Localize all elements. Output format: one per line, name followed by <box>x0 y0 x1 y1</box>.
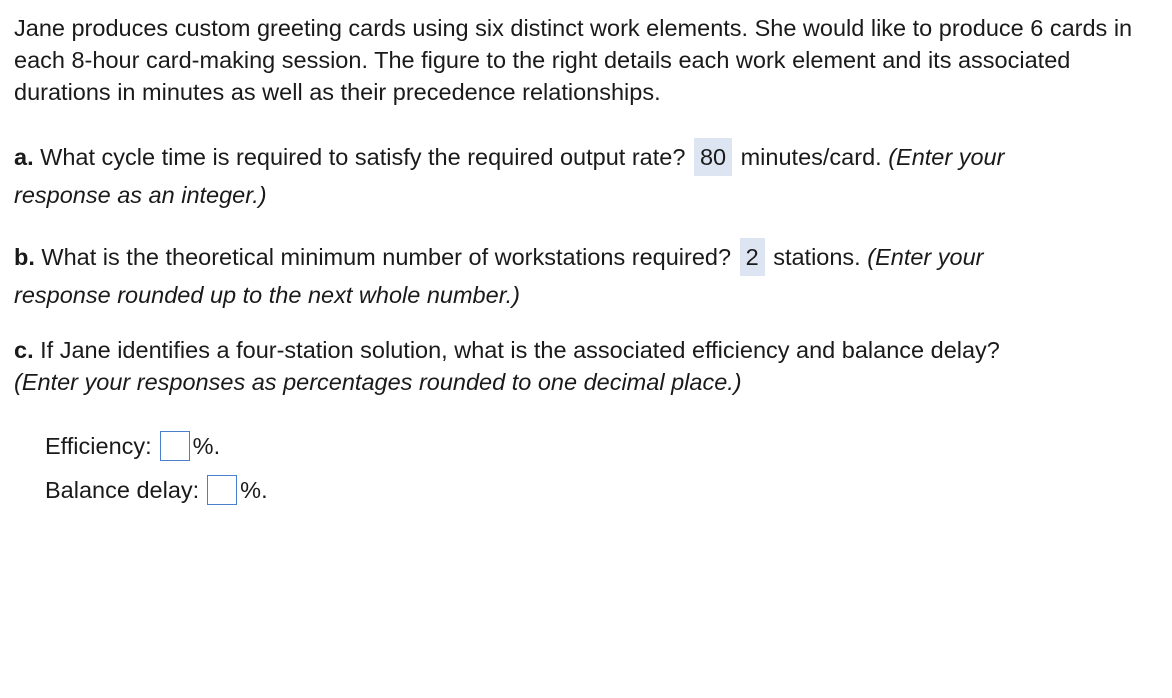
question-c-text: If Jane identifies a four-station solution, what is the associated efficiency and balance delay? <box>40 337 1000 363</box>
question-a-hint-start: (Enter your <box>888 144 1005 170</box>
part-b-letter: b. <box>14 244 35 270</box>
cycle-time-answer[interactable]: 80 <box>694 138 732 176</box>
part-a-letter: a. <box>14 144 34 170</box>
workstations-answer[interactable]: 2 <box>740 238 765 276</box>
balance-delay-input[interactable] <box>207 475 237 505</box>
question-a-text: What cycle time is required to satisfy the required output rate? <box>40 144 686 170</box>
efficiency-label: Efficiency: <box>45 432 152 459</box>
part-c-letter: c. <box>14 337 34 363</box>
question-b-text: What is the theoretical minimum number of workstations required? <box>41 244 732 270</box>
efficiency-input[interactable] <box>160 431 190 461</box>
question-a-hint-end: response as an integer.) <box>14 182 267 208</box>
efficiency-percent-suffix: %. <box>192 432 221 459</box>
question-a <box>14 138 1154 214</box>
workstations-unit: stations. <box>773 244 861 270</box>
question-b-hint-end: response rounded up to the next whole number.) <box>14 282 521 308</box>
question-b <box>14 238 1154 314</box>
cycle-time-unit: minutes/card. <box>740 144 882 170</box>
efficiency-row <box>45 428 1154 464</box>
balance-delay-row <box>45 472 1154 508</box>
problem-intro: Jane produces custom greeting cards using six distinct work elements. She would like to produce 6 cards in each 8-hour card-making session. The figure to the right details each work element and its associated durations in minutes as well as their precedence relationships. <box>14 15 1133 105</box>
balance-delay-percent-suffix: %. <box>240 476 268 503</box>
balance-delay-label: Balance delay: <box>45 476 200 503</box>
question-c-hint: (Enter your responses as percentages rounded to one decimal place.) <box>14 369 742 395</box>
question-c <box>14 334 1154 398</box>
answer-fields <box>45 428 1154 508</box>
question-b-hint-start: (Enter your <box>867 244 984 270</box>
